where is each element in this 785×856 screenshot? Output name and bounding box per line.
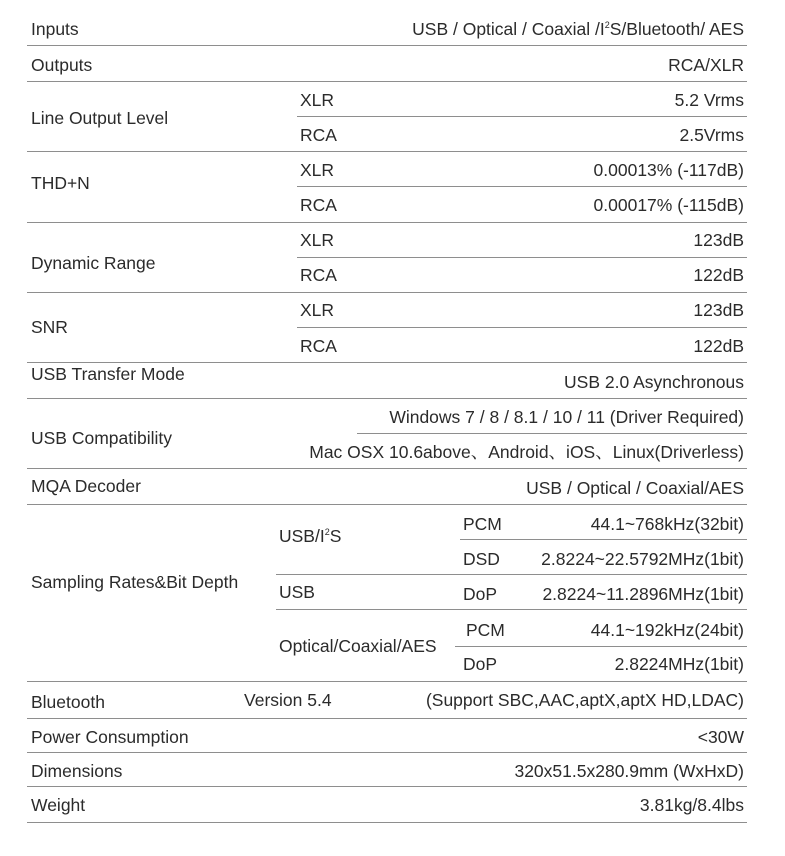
dynamic-range-rca-value: 122dB [693,265,744,285]
bluetooth-codecs: (Support SBC,AAC,aptX,aptX HD,LDAC) [425,690,744,710]
snr-rca-value: 122dB [693,336,744,356]
dynamic-range-label: Dynamic Range [31,253,156,273]
sub-divider [460,539,747,540]
sampling-pcm1-label: PCM [463,514,502,534]
mqa-decoder-label: MQA Decoder [31,476,141,496]
snr-xlr-label: XLR [300,300,335,320]
snr-xlr-value: 123dB [693,300,744,320]
sampling-dop2-value: 2.8224MHz(1bit) [614,654,744,674]
usb-compatibility-mac: Mac OSX 10.6above、Android、iOS、Linux(Driverless) [309,442,744,462]
sampling-dop1-label: DoP [463,584,498,604]
usb-compatibility-label: USB Compatibility [31,428,173,448]
row-divider [27,681,747,682]
line-output-level-label: Line Output Level [31,108,169,128]
sub-divider [357,433,747,434]
sampling-dop1-value: 2.8224~11.2896MHz(1bit) [542,584,744,604]
snr-label: SNR [31,317,68,337]
outputs-value: RCA/XLR [668,55,744,75]
dimensions-label: Dimensions [31,761,123,781]
sampling-dsd-value: 2.8224~22.5792MHz(1bit) [541,549,744,569]
row-divider [27,468,747,469]
row-divider [27,151,747,152]
line-output-xlr-value: 5.2 Vrms [674,90,744,110]
weight-value: 3.81kg/8.4lbs [639,795,744,815]
usb-compatibility-windows: Windows 7 / 8 / 8.1 / 10 / 11 (Driver Required) [389,407,744,427]
thd-n-xlr-value: 0.00013% (-117dB) [593,160,744,180]
sampling-dsd-label: DSD [463,549,500,569]
line-output-rca-value: 2.5Vrms [679,125,744,145]
sub-divider [297,327,747,328]
bluetooth-label: Bluetooth [31,692,105,712]
snr-rca-label: RCA [300,336,337,356]
sub-divider [297,116,747,117]
bluetooth-version: Version 5.4 [244,690,332,710]
thd-n-rca-label: RCA [300,195,337,215]
usb-transfer-mode-label: USB Transfer Mode [31,364,185,384]
sampling-optical-label: Optical/Coaxial/AES [279,636,437,656]
row-divider [27,752,747,753]
sampling-pcm2-value: 44.1~192kHz(24bit) [590,620,744,640]
row-divider [27,786,747,787]
inputs-value: USB / Optical / Coaxial $/I^2S/Bluetooth/$ AES [412,19,744,39]
thd-n-xlr-label: XLR [300,160,335,180]
row-divider [27,718,747,719]
dynamic-range-rca-label: RCA [300,265,337,285]
dimensions-value: 320x51.5x280.9mm (WxHxD) [514,761,744,781]
weight-label: Weight [31,795,86,815]
dynamic-range-xlr-label: XLR [300,230,335,250]
row-divider [27,362,747,363]
mqa-decoder-value: USB / Optical / Coaxial/AES [526,478,744,498]
row-divider [27,398,747,399]
sampling-label: Sampling Rates&Bit Depth [31,572,239,592]
sampling-pcm2-label: PCM [466,620,505,640]
power-consumption-label: Power Consumption [31,727,189,747]
sub-divider [297,257,747,258]
sub-divider [276,609,747,610]
sampling-usb-label: USB [279,582,315,602]
line-output-rca-label: RCA [300,125,337,145]
sub-divider [455,646,747,647]
dynamic-range-xlr-value: 123dB [693,230,744,250]
outputs-label: Outputs [31,55,93,75]
inputs-label: Inputs [31,19,79,39]
sampling-dop2-label: DoP [463,654,498,674]
thd-n-rca-value: 0.00017% (-115dB) [593,195,744,215]
line-output-xlr-label: XLR [300,90,335,110]
row-divider [27,222,747,223]
sub-divider [297,186,747,187]
row-divider [27,292,747,293]
row-divider [27,822,747,823]
row-divider [27,81,747,82]
row-divider [27,45,747,46]
sampling-pcm1-value: 44.1~768kHz(32bit) [590,514,744,534]
sub-divider [276,574,747,575]
sampling-usb-i2s-label: USB/$I^2S$ [279,526,342,546]
usb-transfer-mode-value: USB 2.0 Asynchronous [564,372,744,392]
thd-n-label: THD+N [31,173,90,193]
power-consumption-value: <30W [697,727,744,747]
row-divider [27,504,747,505]
